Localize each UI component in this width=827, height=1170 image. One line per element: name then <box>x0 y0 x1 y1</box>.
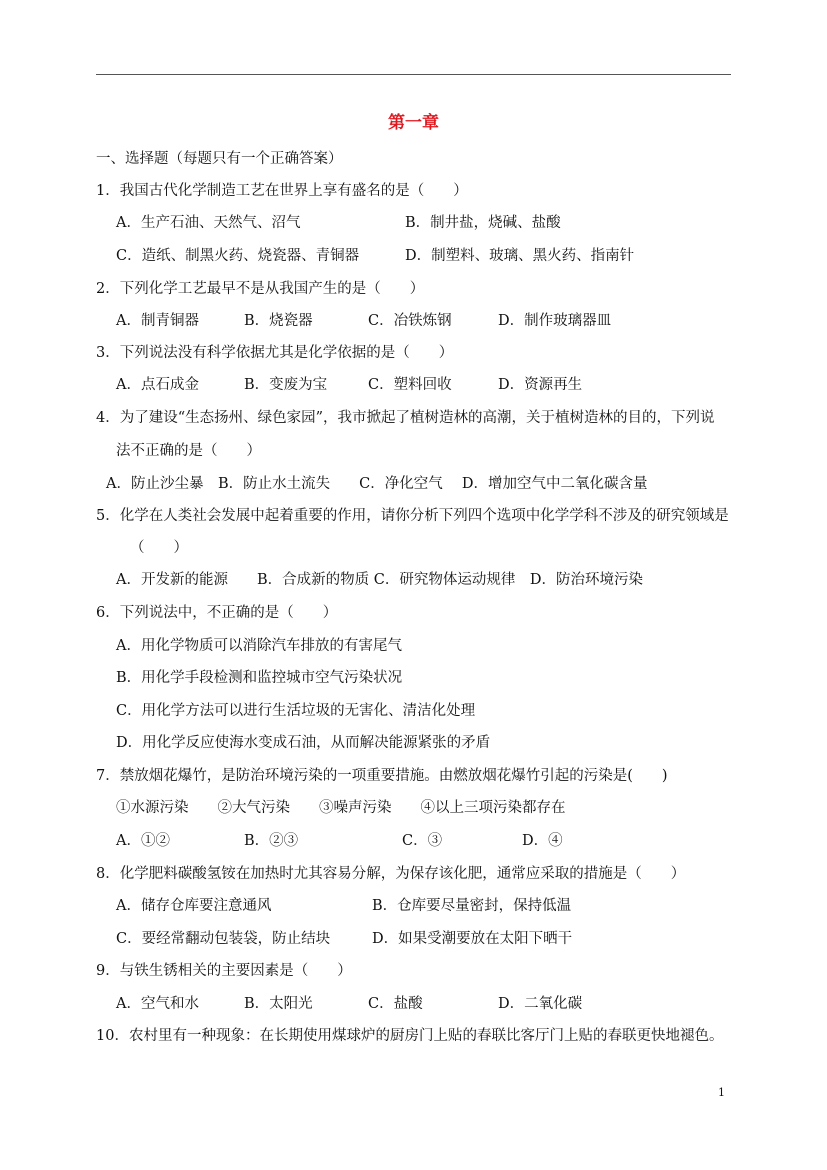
q10-stem: 10．农村里有一种现象：在长期使用煤球炉的厨房门上贴的春联比客厅门上贴的春联更快地褪色。 <box>96 1028 724 1044</box>
q1-option-b: B．制井盐，烧碱、盐酸 <box>405 215 561 231</box>
q6-option-d: D．用化学反应使海水变成石油，从而解决能源紧张的矛盾 <box>116 735 491 751</box>
q8-option-a: A．储存仓库要注意通风 <box>116 898 272 914</box>
q6-stem: 6．下列说法中，不正确的是（ ） <box>96 605 338 621</box>
q4-options: A．防止沙尘暴 B．防止水土流失 C．净化空气 D．增加空气中二氧化碳含量 <box>106 476 648 492</box>
q9-option-b: B．太阳光 <box>244 996 313 1012</box>
q7-option-a: A．①② <box>116 833 170 849</box>
q8-stem: 8．化学肥料碳酸氢铵在加热时尤其容易分解，为保存该化肥，通常应采取的措施是（ ） <box>96 866 686 882</box>
q2-option-c: C．冶铁炼钢 <box>368 313 452 329</box>
q2-option-a: A．制青铜器 <box>116 313 199 329</box>
q9-stem: 9．与铁生锈相关的主要因素是（ ） <box>96 963 352 979</box>
q4-stem-line1: 4．为了建设“生态扬州、绿色家园”，我市掀起了植树造林的高潮，关于植树造林的目的，下列说 <box>96 410 715 426</box>
q7-option-c: C．③ <box>402 833 443 849</box>
q8-option-b: B．仓库要尽量密封，保持低温 <box>372 898 572 914</box>
q9-option-c: C．盐酸 <box>368 996 423 1012</box>
q2-stem: 2．下列化学工艺最早不是从我国产生的是（ ） <box>96 281 425 297</box>
q6-option-c: C．用化学方法可以进行生活垃圾的无害化、清洁化处理 <box>116 703 476 719</box>
q1-option-a: A．生产石油、天然气、沼气 <box>116 215 301 231</box>
q1-stem: 1．我国古代化学制造工艺在世界上享有盛名的是（ ） <box>96 183 468 199</box>
q7-option-b: B．②③ <box>244 833 299 849</box>
q4-stem-line2: 法不正确的是（ ） <box>116 443 261 459</box>
q9-option-a: A．空气和水 <box>116 996 199 1012</box>
q2-option-d: D．制作玻璃器皿 <box>498 313 612 329</box>
q7-option-d: D．④ <box>522 833 563 849</box>
q7-stem: 7．禁放烟花爆竹，是防治环境污染的一项重要措施。由燃放烟花爆竹引起的污染是( ) <box>96 768 668 784</box>
q8-option-d: D．如果受潮要放在太阳下晒干 <box>372 931 573 947</box>
page-number: 1 <box>718 1086 725 1099</box>
q6-option-b: B．用化学手段检测和监控城市空气污染状况 <box>116 670 403 686</box>
section-heading: 一、选择题（每题只有一个正确答案） <box>96 151 343 167</box>
q3-stem: 3．下列说法没有科学依据尤其是化学依据的是（ ） <box>96 345 454 361</box>
q5-stem-line1: 5．化学在人类社会发展中起着重要的作用，请你分析下列四个选项中化学学科不涉及的研究领域是 <box>96 508 729 524</box>
q2-option-b: B．烧瓷器 <box>244 313 313 329</box>
header-rule <box>96 74 731 75</box>
chapter-title: 第一章 <box>388 113 439 133</box>
q1-option-c: C．造纸、制黑火药、烧瓷器、青铜器 <box>116 248 360 264</box>
q3-option-c: C．塑料回收 <box>368 377 452 393</box>
q3-option-a: A．点石成金 <box>116 377 199 393</box>
q6-option-a: A．用化学物质可以消除汽车排放的有害尾气 <box>116 638 402 654</box>
q9-option-d: D．二氧化碳 <box>498 996 583 1012</box>
q3-option-d: D．资源再生 <box>498 377 583 393</box>
q7-items: ①水源污染 ②大气污染 ③噪声污染 ④以上三项污染都存在 <box>116 800 566 816</box>
q8-option-c: C．要经常翻动包装袋，防止结块 <box>116 931 331 947</box>
q3-option-b: B．变废为宝 <box>244 377 328 393</box>
q1-option-d: D．制塑料、玻璃、黑火药、指南针 <box>405 248 635 264</box>
q5-options: A．开发新的能源 B．合成新的物质 C．研究物体运动规律 D．防治环境污染 <box>116 572 643 588</box>
q5-stem-line2: （ ） <box>130 540 188 556</box>
